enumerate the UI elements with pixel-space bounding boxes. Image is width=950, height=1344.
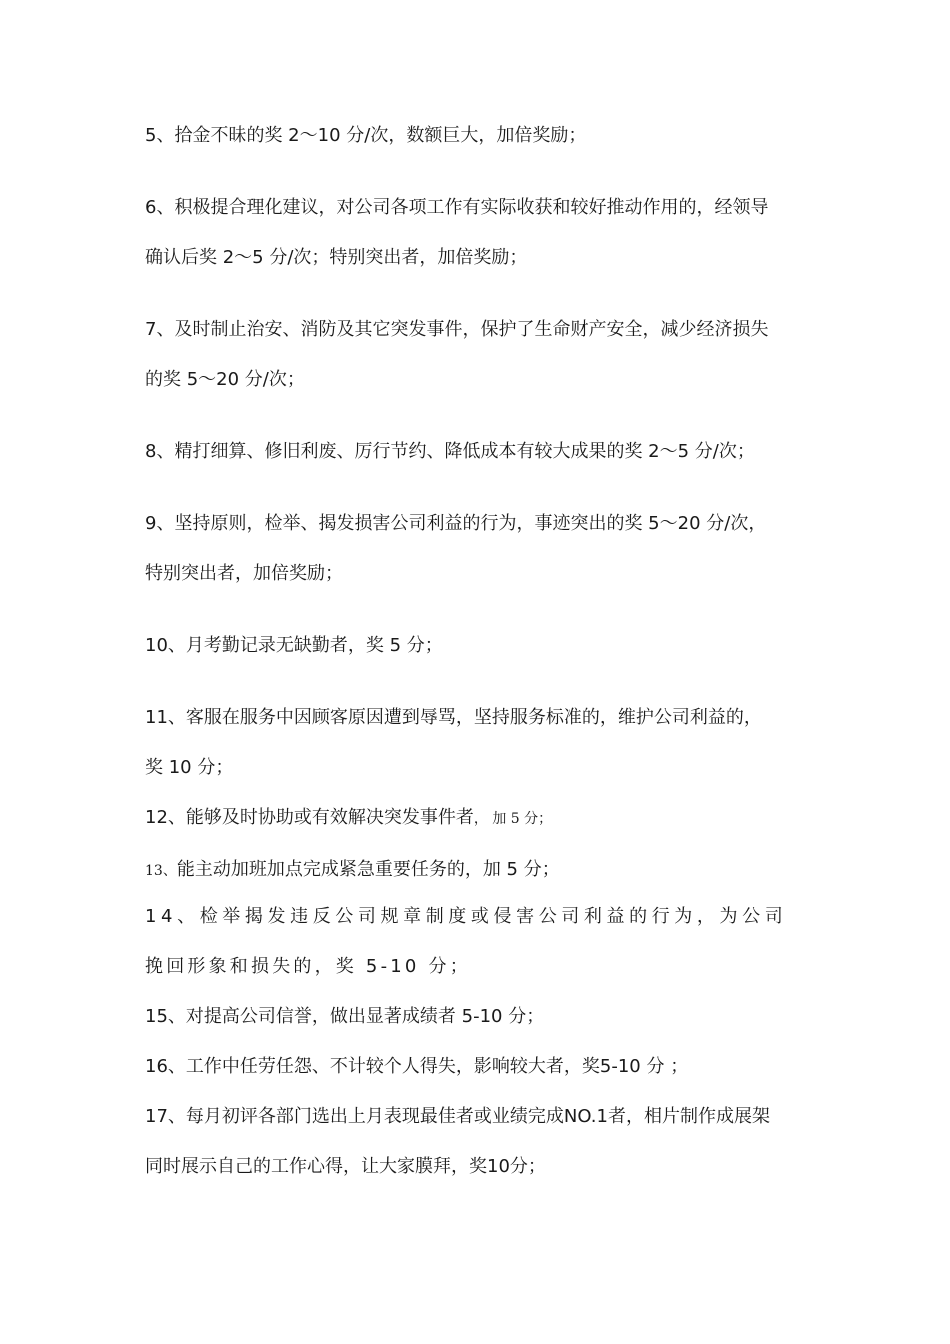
rule-item-17-line-2: 同时展示自己的工作心得，让大家膜拜，奖10分； bbox=[145, 1156, 546, 1177]
rule-item-5: 5、拾金不昧的奖 2～10 分/次，数额巨大，加倍奖励； bbox=[145, 125, 587, 146]
rule-item-16: 16、工作中任劳任怨、不计较个人得失，影响较大者，奖5-10 分 ； bbox=[145, 1056, 689, 1077]
rule-item-8: 8、精打细算、修旧利废、厉行节约、降低成本有较大成果的奖 2～5 分/次； bbox=[145, 441, 755, 462]
rule-item-14-line-1: 14、检举揭发违反公司规章制度或侵害公司利益的行为，为公司 bbox=[145, 906, 788, 927]
rule-item-17-line-1: 17、每月初评各部门选出上月表现最佳者或业绩完成NO.1者，相片制作成展架 bbox=[145, 1106, 770, 1127]
rule-item-6-line-2: 确认后奖 2～5 分/次；特别突出者，加倍奖励； bbox=[145, 247, 528, 268]
rule-item-15: 15、对提高公司信誉，做出显著成绩者 5-10 分； bbox=[145, 1006, 545, 1027]
rule-item-13-text: 能主动加班加点完成紧急重要任务的，加 5 分； bbox=[176, 859, 560, 880]
rule-item-13 bbox=[145, 858, 825, 883]
rule-item-9-line-1: 9、坚持原则，检举、揭发损害公司利益的行为，事迹突出的奖 5～20 分/次， bbox=[145, 513, 767, 534]
rule-item-6-line-1: 6、积极提合理化建议，对公司各项工作有实际收获和较好推动作用的，经领导 bbox=[145, 197, 769, 218]
rule-item-10: 10、月考勤记录无缺勤者，奖 5 分； bbox=[145, 635, 443, 656]
rule-item-11-line-1: 11、客服在服务中因顾客原因遭到辱骂，坚持服务标准的，维护公司利益的， bbox=[145, 707, 762, 728]
rule-item-7-line-2: 的奖 5～20 分/次； bbox=[145, 369, 305, 390]
rule-item-13-number: 13、 bbox=[145, 863, 177, 879]
rule-item-7-line-1: 7、及时制止治安、消防及其它突发事件，保护了生命财产安全，减少经济损失 bbox=[145, 319, 769, 340]
rule-item-12-text: 12、能够及时协助或有效解决突发事件者 bbox=[145, 807, 474, 828]
rule-item-12-tail: ， 加 5 分； bbox=[473, 811, 553, 827]
rule-item-12 bbox=[145, 806, 825, 831]
rule-item-9-line-2: 特别突出者，加倍奖励； bbox=[145, 563, 343, 584]
rule-item-11-line-2: 奖 10 分； bbox=[145, 757, 234, 778]
rule-item-14-line-2: 挽回形象和损失的，奖 5-10 分； bbox=[145, 956, 471, 977]
